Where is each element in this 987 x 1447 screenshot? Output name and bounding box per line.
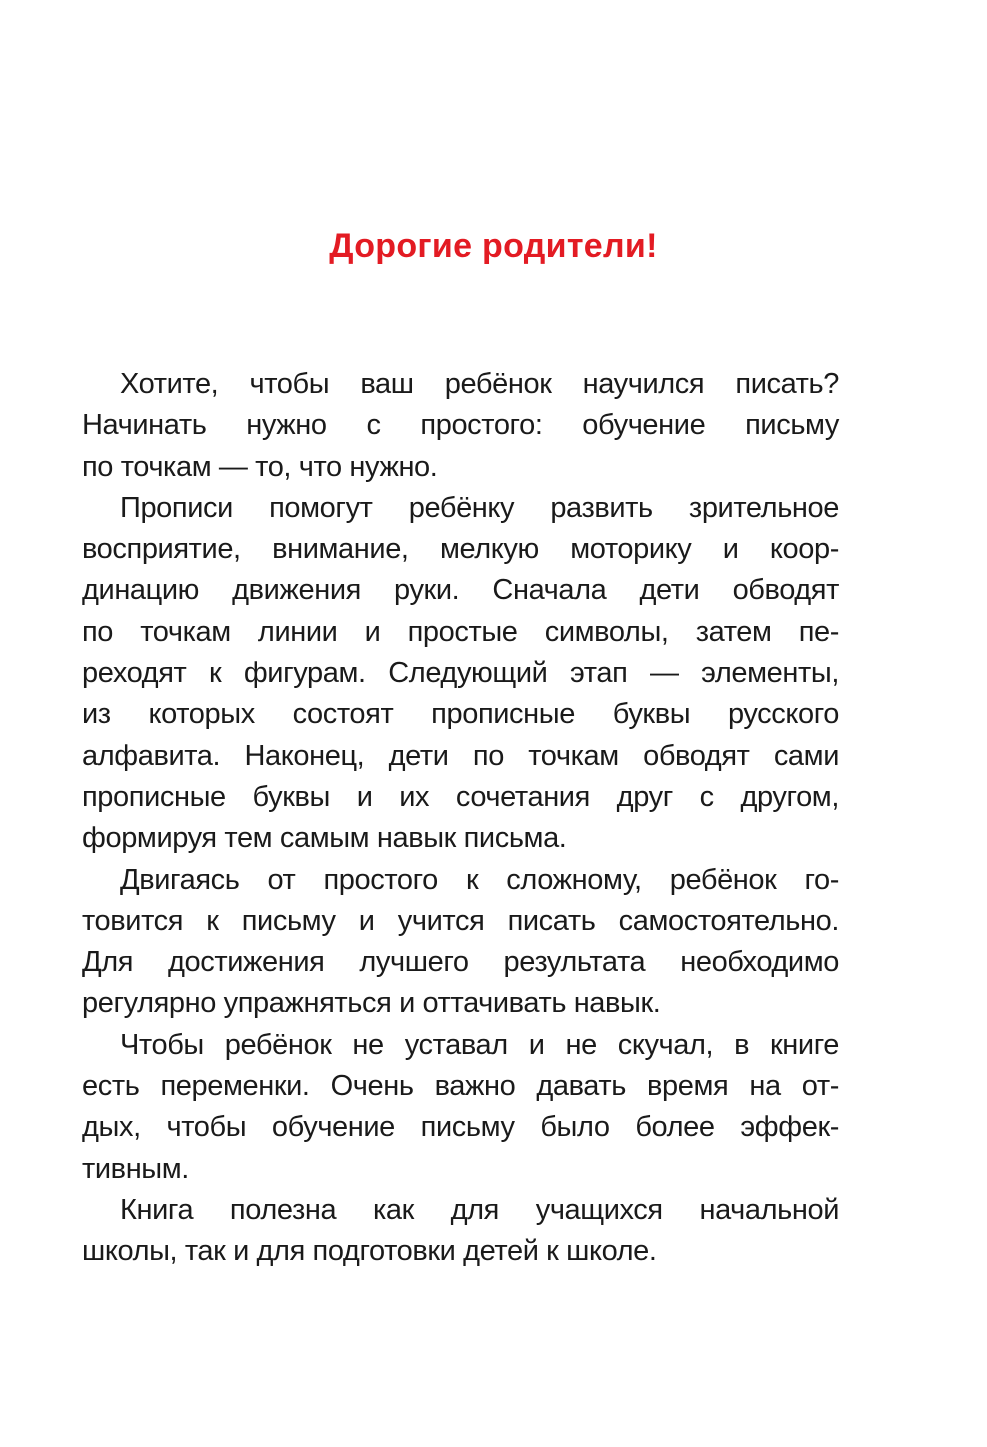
text-line: Чтобы ребёнок не уставал и не скучал, в книге bbox=[120, 1028, 839, 1061]
text-line: Книга полезна как для учащихся начальной bbox=[120, 1193, 839, 1226]
text-line: школы, так и для подготовки детей к школе. bbox=[82, 1235, 657, 1268]
text-line: из которых состоят прописные буквы русского bbox=[82, 698, 839, 731]
text-line: восприятие, внимание, мелкую моторику и коор- bbox=[82, 533, 839, 566]
paragraph-5 bbox=[82, 1190, 839, 1273]
text-line: по точкам линии и простые символы, затем пе- bbox=[82, 615, 839, 648]
text-line: алфавита. Наконец, дети по точкам обводят сами bbox=[82, 739, 839, 772]
text-line: регулярно упражняться и оттачивать навык. bbox=[82, 987, 661, 1020]
text-line: дых, чтобы обучение письму было более эффек- bbox=[82, 1111, 839, 1144]
text-line: динацию движения руки. Сначала дети обводят bbox=[82, 574, 839, 607]
text-line: Хотите, чтобы ваш ребёнок научился писать? bbox=[120, 368, 839, 400]
body-text bbox=[82, 364, 839, 1273]
paragraph-2 bbox=[82, 488, 839, 860]
text-line: товится к письму и учится писать самостоятельно. bbox=[82, 904, 839, 937]
text-line: тивным. bbox=[82, 1152, 189, 1185]
text-line: Двигаясь от простого к сложному, ребёнок го- bbox=[120, 863, 839, 896]
paragraph-4 bbox=[82, 1025, 839, 1190]
text-line: формируя тем самым навык письма. bbox=[82, 822, 567, 855]
text-line: Для достижения лучшего результата необходимо bbox=[82, 946, 839, 979]
text-line: есть переменки. Очень важно давать время на от- bbox=[82, 1070, 839, 1103]
text-line: по точкам — то, что нужно. bbox=[82, 450, 438, 483]
page-title: Дорогие родители! bbox=[329, 227, 658, 265]
text-line: Прописи помогут ребёнку развить зрительное bbox=[120, 491, 839, 524]
text-line: реходят к фигурам. Следующий этап — элементы, bbox=[82, 657, 839, 690]
paragraph-3 bbox=[82, 860, 839, 1025]
text-line: прописные буквы и их сочетания друг с другом, bbox=[82, 780, 839, 813]
paragraph-1 bbox=[82, 364, 839, 488]
text-line: Начинать нужно с простого: обучение письму bbox=[82, 409, 839, 442]
